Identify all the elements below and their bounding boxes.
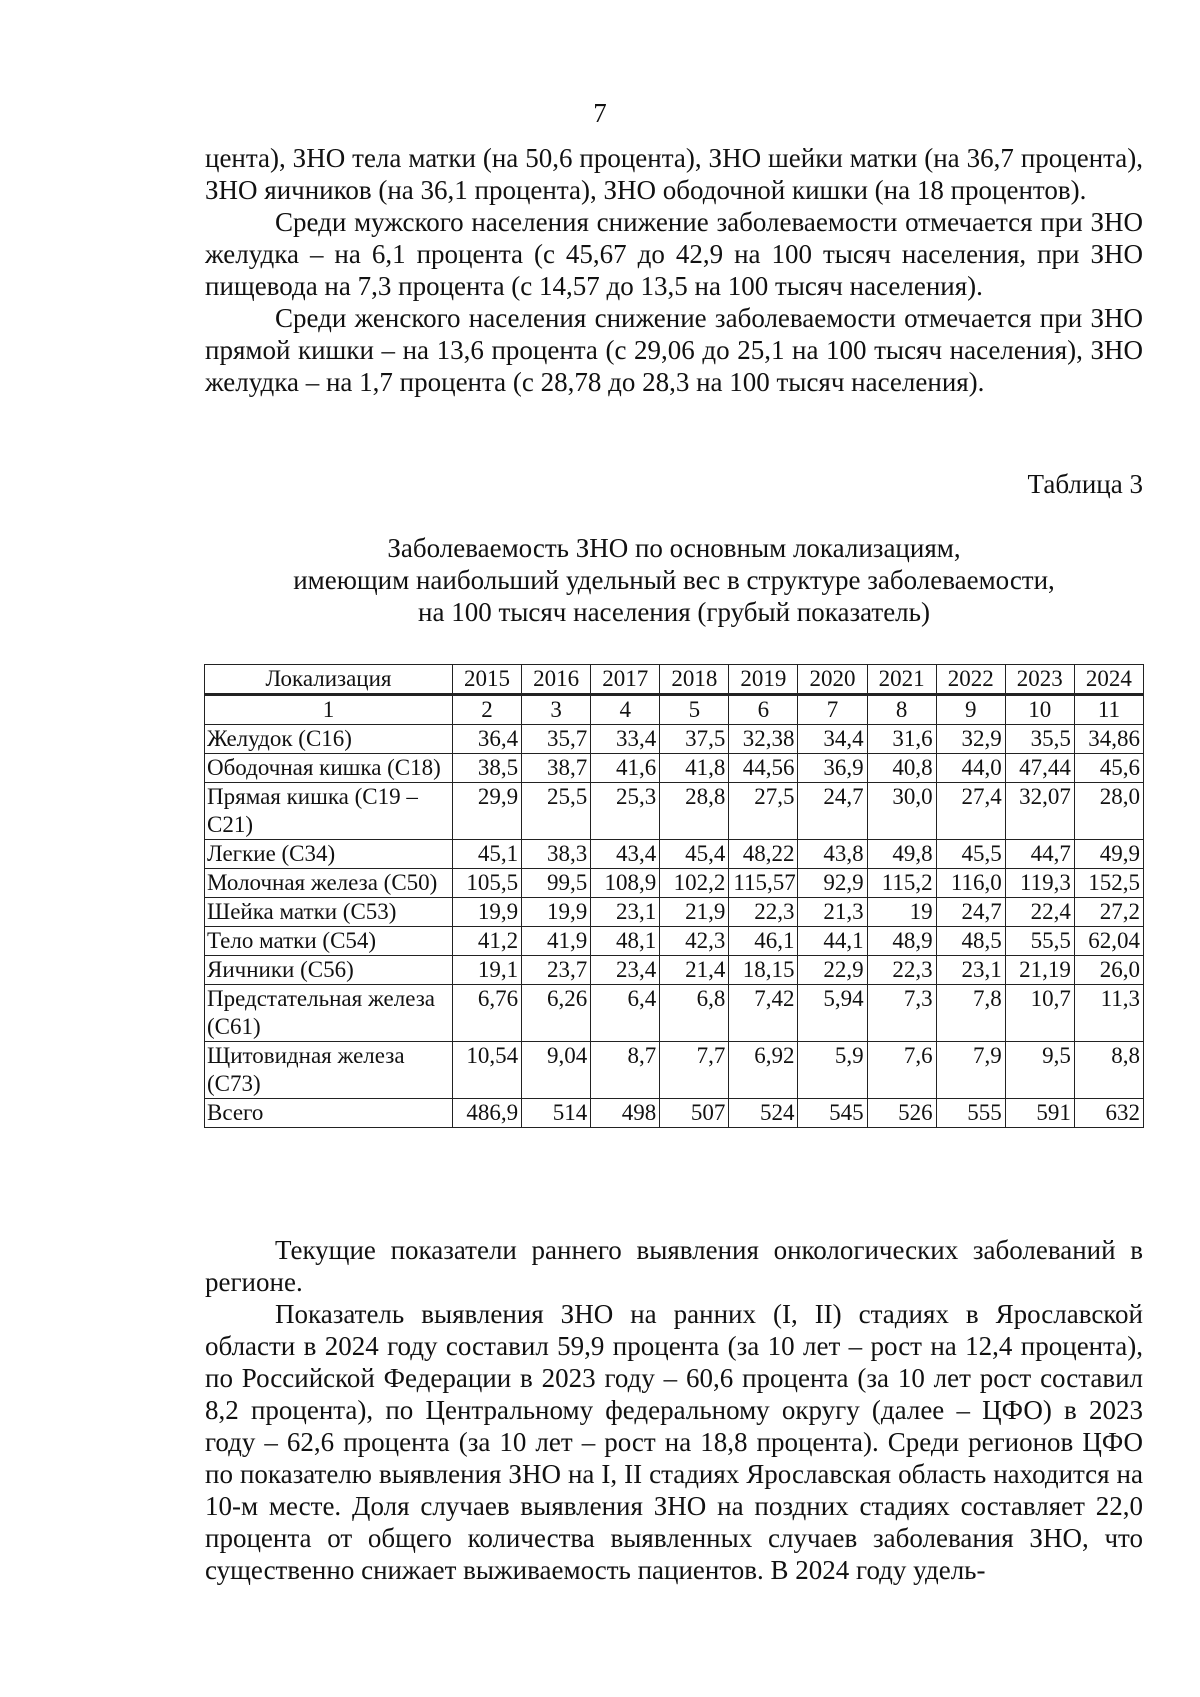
value-cell: 44,0: [936, 754, 1005, 783]
column-index-cell: 5: [660, 695, 729, 725]
value-cell: 55,5: [1005, 927, 1074, 956]
value-cell: 99,5: [522, 869, 591, 898]
table-body: [205, 695, 1144, 1128]
column-header-year: 2019: [729, 665, 798, 695]
value-cell: 545: [798, 1099, 867, 1128]
value-cell: 23,4: [591, 956, 660, 985]
column-index-cell: 11: [1074, 695, 1143, 725]
value-cell: 9,04: [522, 1042, 591, 1099]
value-cell: 25,3: [591, 783, 660, 840]
value-cell: 5,94: [798, 985, 867, 1042]
paragraph-male: Среди мужского населения снижение заболеваемости отмечается при ЗНО желудка – на 6,1 процента (с 45,67 до 42,9 на 100 тысяч населения, при ЗНО пищевода на 7,3 процента (с 14,57 до 13,5 на 100 тысяч населения).: [205, 207, 1143, 301]
value-cell: 29,9: [453, 783, 522, 840]
value-cell: 555: [936, 1099, 1005, 1128]
value-cell: 25,5: [522, 783, 591, 840]
value-cell: 108,9: [591, 869, 660, 898]
value-cell: 524: [729, 1099, 798, 1128]
value-cell: 19,9: [453, 898, 522, 927]
column-header-year: 2017: [591, 665, 660, 695]
column-header-year: 2015: [453, 665, 522, 695]
value-cell: 507: [660, 1099, 729, 1128]
value-cell: 26,0: [1074, 956, 1143, 985]
column-header-year: 2020: [798, 665, 867, 695]
table-row: [205, 725, 1144, 754]
column-index-cell: 10: [1005, 695, 1074, 725]
table-row: [205, 898, 1144, 927]
value-cell: 18,15: [729, 956, 798, 985]
value-cell: 21,9: [660, 898, 729, 927]
value-cell: 41,8: [660, 754, 729, 783]
value-cell: 38,3: [522, 840, 591, 869]
table-row: [205, 754, 1144, 783]
value-cell: 5,9: [798, 1042, 867, 1099]
column-index-cell: 4: [591, 695, 660, 725]
value-cell: 115,57: [729, 869, 798, 898]
value-cell: 46,1: [729, 927, 798, 956]
localization-cell: Яичники (С56): [205, 956, 453, 985]
table-row: [205, 783, 1144, 840]
value-cell: 36,4: [453, 725, 522, 754]
table-row: [205, 1099, 1144, 1128]
value-cell: 102,2: [660, 869, 729, 898]
value-cell: 7,6: [867, 1042, 936, 1099]
value-cell: 6,4: [591, 985, 660, 1042]
value-cell: 10,7: [1005, 985, 1074, 1042]
value-cell: 526: [867, 1099, 936, 1128]
value-cell: 19,1: [453, 956, 522, 985]
value-cell: 35,7: [522, 725, 591, 754]
localization-cell: Ободочная кишка (С18): [205, 754, 453, 783]
value-cell: 591: [1005, 1099, 1074, 1128]
value-cell: 24,7: [798, 783, 867, 840]
paragraph-early-detection: Показатель выявления ЗНО на ранних (I, II) стадиях в Ярославской области в 2024 году составил 59,9 процента (за 10 лет – рост на 12,4 процента), по Российской Федерации в 2023 году – 60,6 процента (за 10 лет рост составил 8,2 процента), по Центральному федеральному округу (далее – ЦФО) в 2023 году – 62,6 процента (за 10 лет – рост на 18,8 процента). Среди регионов ЦФО по показателю выявления ЗНО на I, II стадиях Ярославская область находится на 10-м месте. Доля случаев выявления ЗНО на поздних стадиях составляет 22,0 процента от общего количества выявленных случаев заболевания ЗНО, что существенно снижает выживаемость пациентов. В 2024 году удель-: [205, 1299, 1143, 1585]
value-cell: 44,7: [1005, 840, 1074, 869]
table-row: [205, 956, 1144, 985]
localization-cell: Предстательная железа (С61): [205, 985, 453, 1042]
value-cell: 34,86: [1074, 725, 1143, 754]
value-cell: 19: [867, 898, 936, 927]
column-header-year: 2023: [1005, 665, 1074, 695]
value-cell: 49,8: [867, 840, 936, 869]
value-cell: 45,6: [1074, 754, 1143, 783]
localization-cell: Шейка матки (С53): [205, 898, 453, 927]
value-cell: 9,5: [1005, 1042, 1074, 1099]
value-cell: 7,8: [936, 985, 1005, 1042]
value-cell: 24,7: [936, 898, 1005, 927]
value-cell: 22,9: [798, 956, 867, 985]
value-cell: 22,3: [867, 956, 936, 985]
value-cell: 32,07: [1005, 783, 1074, 840]
value-cell: 7,7: [660, 1042, 729, 1099]
column-index-cell: 6: [729, 695, 798, 725]
localization-cell: Желудок (С16): [205, 725, 453, 754]
table-index-row: [205, 695, 1144, 725]
value-cell: 8,8: [1074, 1042, 1143, 1099]
localization-cell: Всего: [205, 1099, 453, 1128]
localization-cell: Щитовидная железа (С73): [205, 1042, 453, 1099]
table-header-row: [205, 665, 1144, 695]
localization-cell: Легкие (С34): [205, 840, 453, 869]
column-header-year: 2022: [936, 665, 1005, 695]
value-cell: 115,2: [867, 869, 936, 898]
value-cell: 28,8: [660, 783, 729, 840]
value-cell: 21,3: [798, 898, 867, 927]
value-cell: 514: [522, 1099, 591, 1128]
paragraph-early-detection-heading: Текущие показатели раннего выявления онкологических заболеваний в регионе.: [205, 1235, 1143, 1297]
value-cell: 40,8: [867, 754, 936, 783]
value-cell: 19,9: [522, 898, 591, 927]
value-cell: 21,19: [1005, 956, 1074, 985]
value-cell: 7,42: [729, 985, 798, 1042]
column-index-cell: 8: [867, 695, 936, 725]
value-cell: 62,04: [1074, 927, 1143, 956]
value-cell: 116,0: [936, 869, 1005, 898]
column-header-year: 2024: [1074, 665, 1143, 695]
value-cell: 6,76: [453, 985, 522, 1042]
value-cell: 41,9: [522, 927, 591, 956]
localization-cell: Прямая кишка (С19 – С21): [205, 783, 453, 840]
value-cell: 42,3: [660, 927, 729, 956]
value-cell: 7,9: [936, 1042, 1005, 1099]
value-cell: 27,2: [1074, 898, 1143, 927]
value-cell: 6,26: [522, 985, 591, 1042]
value-cell: 48,9: [867, 927, 936, 956]
value-cell: 31,6: [867, 725, 936, 754]
value-cell: 38,7: [522, 754, 591, 783]
value-cell: 27,4: [936, 783, 1005, 840]
value-cell: 105,5: [453, 869, 522, 898]
localization-cell: Тело матки (С54): [205, 927, 453, 956]
value-cell: 48,22: [729, 840, 798, 869]
value-cell: 7,3: [867, 985, 936, 1042]
value-cell: 45,4: [660, 840, 729, 869]
table-row: [205, 1042, 1144, 1099]
value-cell: 486,9: [453, 1099, 522, 1128]
value-cell: 34,4: [798, 725, 867, 754]
value-cell: 23,1: [591, 898, 660, 927]
value-cell: 41,6: [591, 754, 660, 783]
value-cell: 44,56: [729, 754, 798, 783]
value-cell: 22,3: [729, 898, 798, 927]
value-cell: 45,5: [936, 840, 1005, 869]
top-text: [205, 142, 1143, 398]
value-cell: 32,9: [936, 725, 1005, 754]
value-cell: 632: [1074, 1099, 1143, 1128]
value-cell: 119,3: [1005, 869, 1074, 898]
column-index-cell: 9: [936, 695, 1005, 725]
value-cell: 6,92: [729, 1042, 798, 1099]
value-cell: 43,8: [798, 840, 867, 869]
value-cell: 498: [591, 1099, 660, 1128]
value-cell: 23,7: [522, 956, 591, 985]
column-header-year: 2016: [522, 665, 591, 695]
paragraph-female: Среди женского населения снижение заболеваемости отмечается при ЗНО прямой кишки – на 13,6 процента (с 29,06 до 25,1 на 100 тысяч населения), ЗНО желудка – на 1,7 процента (с 28,78 до 28,3 на 100 тысяч населения).: [205, 303, 1143, 397]
value-cell: 152,5: [1074, 869, 1143, 898]
value-cell: 48,5: [936, 927, 1005, 956]
value-cell: 45,1: [453, 840, 522, 869]
table-row: [205, 927, 1144, 956]
value-cell: 10,54: [453, 1042, 522, 1099]
value-cell: 44,1: [798, 927, 867, 956]
value-cell: 37,5: [660, 725, 729, 754]
value-cell: 49,9: [1074, 840, 1143, 869]
value-cell: 48,1: [591, 927, 660, 956]
value-cell: 28,0: [1074, 783, 1143, 840]
value-cell: 35,5: [1005, 725, 1074, 754]
table-title-line: имеющим наибольший удельный вес в структуре заболеваемости,: [293, 565, 1055, 595]
value-cell: 11,3: [1074, 985, 1143, 1042]
value-cell: 21,4: [660, 956, 729, 985]
column-header-year: 2018: [660, 665, 729, 695]
bottom-text: [205, 1234, 1143, 1586]
value-cell: 22,4: [1005, 898, 1074, 927]
value-cell: 6,8: [660, 985, 729, 1042]
value-cell: 33,4: [591, 725, 660, 754]
column-index-cell: 2: [453, 695, 522, 725]
table-label: Таблица 3: [1027, 469, 1143, 499]
value-cell: 27,5: [729, 783, 798, 840]
value-cell: 30,0: [867, 783, 936, 840]
column-index-cell: 3: [522, 695, 591, 725]
column-index-cell: 7: [798, 695, 867, 725]
value-cell: 8,7: [591, 1042, 660, 1099]
value-cell: 41,2: [453, 927, 522, 956]
column-index-cell: 1: [205, 695, 453, 725]
column-header-year: 2021: [867, 665, 936, 695]
value-cell: 92,9: [798, 869, 867, 898]
page-number: 7: [593, 98, 607, 128]
value-cell: 43,4: [591, 840, 660, 869]
value-cell: 32,38: [729, 725, 798, 754]
table-title: [205, 532, 1143, 628]
column-header-localization: Локализация: [205, 665, 453, 695]
table-title-line: на 100 тысяч населения (грубый показатель): [418, 597, 930, 627]
value-cell: 38,5: [453, 754, 522, 783]
value-cell: 47,44: [1005, 754, 1074, 783]
table-row: [205, 869, 1144, 898]
localization-cell: Молочная железа (С50): [205, 869, 453, 898]
table-title-line: Заболеваемость ЗНО по основным локализациям,: [387, 533, 961, 563]
paragraph-continuation: цента), ЗНО тела матки (на 50,6 процента), ЗНО шейки матки (на 36,7 процента), ЗНО яичников (на 36,1 процента), ЗНО ободочной кишки (на 18 процентов).: [205, 143, 1143, 205]
value-cell: 23,1: [936, 956, 1005, 985]
value-cell: 36,9: [798, 754, 867, 783]
table-row: [205, 985, 1144, 1042]
incidence-table: [204, 664, 1144, 1128]
table-row: [205, 840, 1144, 869]
